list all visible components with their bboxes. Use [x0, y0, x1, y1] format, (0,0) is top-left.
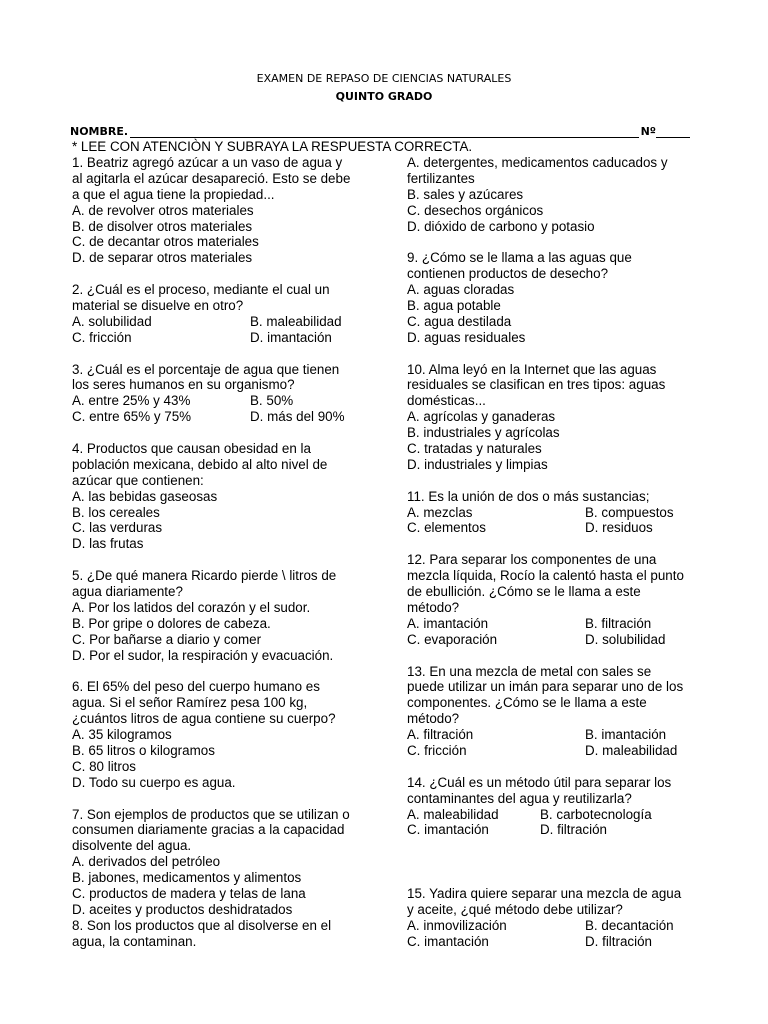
answer-option[interactable]: D. solubilidad: [585, 631, 666, 647]
question-text: 10. Alma leyó en la Internet que las aguas: [407, 361, 657, 377]
question-text: 2. ¿Cuál es el proceso, mediante el cual un: [72, 282, 330, 298]
name-label: NOMBRE.: [70, 125, 129, 138]
answer-option[interactable]: C. elementos: [407, 520, 486, 536]
answer-row: [407, 807, 707, 823]
answer-option[interactable]: B. agua potable: [407, 298, 501, 314]
answer-option[interactable]: D. aceites y productos deshidratados: [72, 901, 293, 917]
answer-option[interactable]: A. derivados del petróleo: [72, 854, 221, 870]
answer-option[interactable]: A. 35 kilogramos: [72, 727, 172, 743]
question-q8: [72, 918, 372, 950]
answer-option[interactable]: D. filtración: [585, 933, 652, 949]
question-q12: [407, 552, 707, 647]
answer-option[interactable]: B. imantación: [585, 727, 667, 743]
answer-option[interactable]: A. solubilidad: [72, 313, 152, 329]
spacer: [407, 870, 707, 886]
question-q9: [407, 250, 707, 345]
answer-option[interactable]: B. los cereales: [72, 504, 160, 520]
answer-option[interactable]: B. Por gripe o dolores de cabeza.: [72, 615, 271, 631]
answer-option[interactable]: B. decantación: [585, 917, 674, 933]
question-text: 7. Son ejemplos de productos que se utilizan o: [72, 806, 350, 822]
spacer: [407, 838, 707, 854]
answer-option[interactable]: B. sales y azúcares: [407, 186, 524, 202]
number-blank[interactable]: [656, 126, 690, 138]
question-text: 12. Para separar los componentes de una: [407, 552, 657, 568]
question-text: disolvente del agua.: [72, 838, 192, 854]
question-text: contaminantes del agua y reutilizarla?: [407, 790, 632, 806]
question-q7: [72, 807, 372, 918]
question-text: 13. En una mezcla de metal con sales se: [407, 663, 652, 679]
question-text: agua, la contaminan.: [72, 933, 197, 949]
answer-option[interactable]: B. compuestos: [585, 504, 674, 520]
answer-row: [72, 409, 372, 425]
question-q11: [407, 489, 707, 537]
question-text: y aceite, ¿qué método debe utilizar?: [407, 901, 623, 917]
answer-option[interactable]: C. productos de madera y telas de lana: [72, 885, 306, 901]
answer-option[interactable]: B. 65 litros o kilogramos: [72, 742, 215, 758]
answer-option[interactable]: B. filtración: [585, 615, 652, 631]
question-text: ¿cuántos litros de agua contiene su cuerpo?: [72, 711, 336, 727]
answer-option[interactable]: C. evaporación: [407, 631, 498, 647]
answer-option[interactable]: A. inmovilización: [407, 917, 507, 933]
answer-option[interactable]: B. de disolver otros materiales: [72, 218, 253, 234]
question-text: método?: [407, 599, 460, 615]
question-q3: [72, 362, 372, 426]
answer-option[interactable]: D. aguas residuales: [407, 329, 526, 345]
answer-option[interactable]: fertilizantes: [407, 170, 475, 186]
answer-option[interactable]: D. imantación: [250, 329, 332, 345]
answer-option[interactable]: D. las frutas: [72, 536, 144, 552]
question-q13: [407, 664, 707, 759]
answer-option[interactable]: A. entre 25% y 43%: [72, 393, 191, 409]
answer-option[interactable]: C. Por bañarse a diario y comer: [72, 631, 262, 647]
answer-option[interactable]: A. de revolver otros materiales: [72, 202, 254, 218]
question-text: puede utilizar un imán para separar uno de los: [407, 679, 684, 695]
answer-option[interactable]: A. mezclas: [407, 504, 473, 520]
question-text: consumen diariamente gracias a la capacidad: [72, 822, 345, 838]
name-blank[interactable]: [130, 126, 639, 138]
question-text: al agitarla el azúcar desapareció. Esto se debe: [72, 170, 351, 186]
answer-option[interactable]: D. de separar otros materiales: [72, 250, 253, 266]
answer-option[interactable]: A. Por los latidos del corazón y el sudor.: [72, 599, 311, 615]
answer-option[interactable]: D. más del 90%: [250, 409, 345, 425]
question-text: domésticas...: [407, 393, 486, 409]
answer-option[interactable]: C. tratadas y naturales: [407, 441, 542, 457]
answer-row: [72, 393, 372, 409]
question-q15: [407, 886, 707, 950]
question-text: agua. Si el señor Ramírez pesa 100 kg,: [72, 695, 308, 711]
answer-row: [407, 520, 707, 536]
answer-option[interactable]: D. residuos: [585, 520, 653, 536]
answer-option[interactable]: C. imantación: [407, 822, 489, 838]
answer-option[interactable]: B. maleabilidad: [250, 313, 342, 329]
answer-option[interactable]: B. industriales y agrícolas: [407, 425, 560, 441]
question-text: a que el agua tiene la propiedad...: [72, 186, 275, 202]
answer-row: [407, 727, 707, 743]
number-label: Nº: [640, 125, 656, 138]
answer-row: [72, 330, 372, 346]
answer-option[interactable]: D. industriales y limpias: [407, 456, 548, 472]
answer-row: [407, 505, 707, 521]
answer-row: [407, 616, 707, 632]
question-text: 8. Son los productos que al disolverse en el: [72, 917, 332, 933]
question-text: contienen productos de desecho?: [407, 266, 609, 282]
answer-option[interactable]: A. agrícolas y ganaderas: [407, 409, 556, 425]
answer-option[interactable]: B. carbotecnología: [540, 806, 652, 822]
question-text: 5. ¿De qué manera Ricardo pierde \ litros de: [72, 568, 337, 584]
question-text: mezcla líquida, Rocío la calentó hasta el punto: [407, 568, 684, 584]
answer-option[interactable]: C. entre 65% y 75%: [72, 409, 192, 425]
answer-row: [407, 743, 707, 759]
question-text: 1. Beatriz agregó azúcar a un vaso de agua y: [72, 155, 343, 170]
answer-option[interactable]: C. de decantar otros materiales: [72, 234, 259, 250]
answer-option[interactable]: A. filtración: [407, 727, 474, 743]
answer-row: [407, 934, 707, 950]
question-q10: [407, 362, 707, 473]
question-q8-options: [407, 155, 707, 234]
right-column: [407, 155, 707, 950]
question-text: 11. Es la unión de dos o más sustancias;: [407, 488, 650, 504]
answer-option[interactable]: C. imantación: [407, 933, 489, 949]
answer-option[interactable]: D. filtración: [540, 822, 607, 838]
question-text: componentes. ¿Cómo se le llama a este: [407, 695, 647, 711]
question-text: material se disuelve en otro?: [72, 298, 244, 314]
answer-option[interactable]: A. las bebidas gaseosas: [72, 488, 218, 504]
question-text: población mexicana, debido al alto nivel de: [72, 456, 328, 472]
answer-option[interactable]: C. 80 litros: [72, 758, 136, 774]
answer-option[interactable]: A. detergentes, medicamentos caducados y: [407, 155, 668, 170]
name-field: [70, 125, 690, 138]
question-text: de ebullición. ¿Cómo se le llama a este: [407, 584, 641, 600]
spacer: [407, 854, 707, 870]
question-q2: [72, 282, 372, 346]
question-q1: [72, 155, 372, 266]
instruction: * LEE CON ATENCIÒN Y SUBRAYA LA RESPUESTA CORRECTA.: [72, 139, 473, 154]
answer-option[interactable]: C. las verduras: [72, 520, 163, 536]
answer-option[interactable]: A. imantación: [407, 615, 489, 631]
answer-option[interactable]: D. Todo su cuerpo es agua.: [72, 774, 236, 790]
answer-option[interactable]: A. aguas cloradas: [407, 282, 515, 298]
answer-option[interactable]: A. maleabilidad: [407, 806, 499, 822]
question-text: 15. Yadira quiere separar una mezcla de agua: [407, 885, 682, 901]
answer-option[interactable]: D. Por el sudor, la respiración y evacuación.: [72, 647, 334, 663]
answer-row: [72, 314, 372, 330]
exam-title: EXAMEN DE REPASO DE CIENCIAS NATURALES: [256, 72, 512, 85]
answer-option[interactable]: B. jabones, medicamentos y alimentos: [72, 870, 302, 886]
answer-option[interactable]: C. fricción: [72, 329, 132, 345]
question-text: azúcar que contienen:: [72, 472, 204, 488]
question-text: agua diariamente?: [72, 584, 183, 600]
question-text: 6. El 65% del peso del cuerpo humano es: [72, 679, 320, 695]
question-text: 9. ¿Cómo se le llama a las aguas que: [407, 250, 632, 266]
question-q6: [72, 679, 372, 790]
question-text: método?: [407, 711, 460, 727]
question-q14: [407, 775, 707, 839]
question-text: residuales se clasifican en tres tipos: aguas: [407, 377, 666, 393]
question-text: 3. ¿Cuál es el porcentaje de agua que tienen: [72, 361, 340, 377]
answer-row: [407, 632, 707, 648]
left-column: [72, 155, 372, 950]
answer-option[interactable]: C. agua destilada: [407, 313, 512, 329]
question-q4: [72, 441, 372, 552]
answer-option[interactable]: C. fricción: [407, 742, 467, 758]
answer-row: [407, 918, 707, 934]
answer-option[interactable]: C. desechos orgánicos: [407, 202, 544, 218]
exam-subtitle: QUINTO GRADO: [335, 90, 433, 103]
question-q5: [72, 568, 372, 663]
answer-option[interactable]: D. maleabilidad: [585, 742, 678, 758]
question-text: los seres humanos en su organismo?: [72, 377, 295, 393]
question-text: 4. Productos que causan obesidad en la: [72, 441, 311, 457]
answer-row: [407, 822, 707, 838]
question-text: 14. ¿Cuál es un método útil para separar los: [407, 774, 672, 790]
answer-option[interactable]: D. dióxido de carbono y potasio: [407, 218, 595, 234]
answer-option[interactable]: B. 50%: [250, 393, 294, 409]
